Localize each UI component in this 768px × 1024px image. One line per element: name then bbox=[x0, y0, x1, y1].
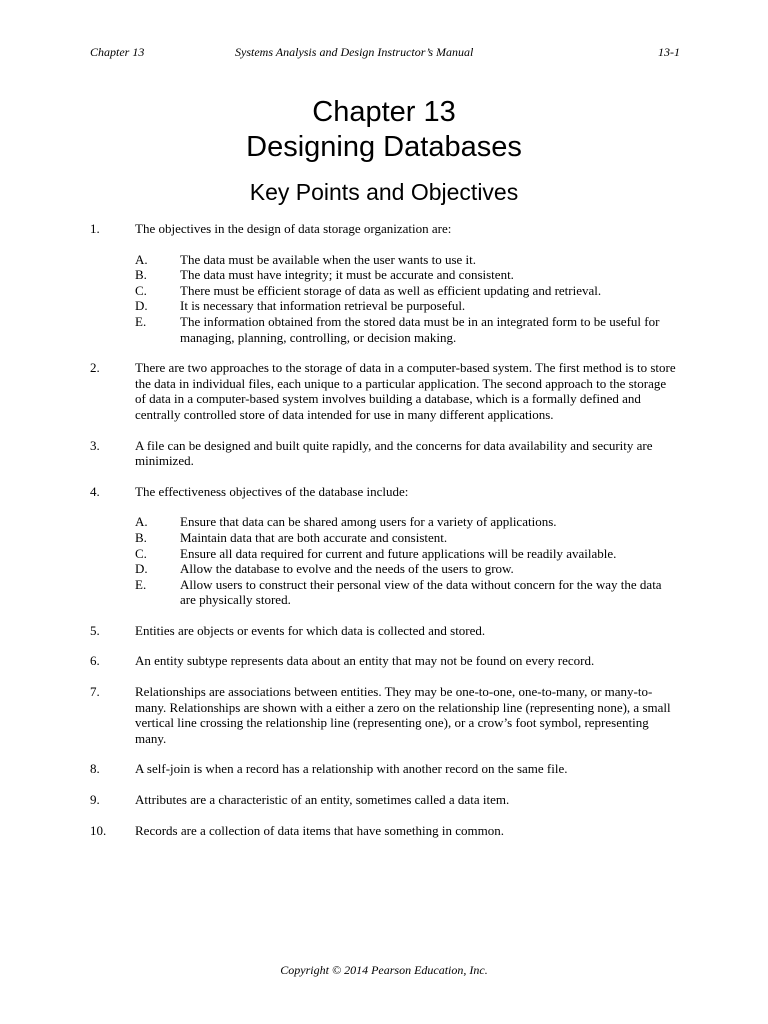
sub-item-text: Allow users to construct their personal view of the data without concern for the way the data are physically stored. bbox=[180, 576, 662, 608]
chapter-number: Chapter 13 bbox=[312, 96, 456, 128]
item-number: 2. bbox=[90, 360, 100, 376]
list-item bbox=[90, 761, 680, 777]
sub-item bbox=[135, 283, 680, 299]
sub-item-text: Ensure that data can be shared among users for a variety of applications. bbox=[180, 514, 557, 530]
sub-item-text: There must be efficient storage of data as well as efficient updating and retrieval. bbox=[180, 282, 602, 298]
item-text: There are two approaches to the storage of data in a computer-based system. The first method is to store the data in individual files, each unique to a particular application. The second approach to the storage of data in a computer-based system involves building a database, which is a formally defined and centrally controlled store of data intended for use in many different applications. bbox=[135, 360, 676, 422]
sub-item-letter: D. bbox=[135, 298, 148, 314]
item-number: 10. bbox=[90, 822, 107, 838]
item-number: 9. bbox=[90, 792, 100, 808]
item-text: Attributes are a characteristic of an entity, sometimes called a data item. bbox=[135, 792, 510, 808]
sub-item bbox=[135, 546, 680, 562]
sub-item-letter: E. bbox=[135, 313, 147, 329]
page-header bbox=[90, 45, 680, 61]
sub-item-letter: D. bbox=[135, 561, 148, 577]
sub-list bbox=[135, 514, 680, 608]
list-item bbox=[90, 653, 680, 669]
header-chapter: Chapter 13 bbox=[90, 45, 145, 59]
item-text: An entity subtype represents data about an entity that may not be found on every record. bbox=[135, 653, 595, 669]
item-number: 3. bbox=[90, 437, 100, 453]
sub-item-text: Maintain data that are both accurate and consistent. bbox=[180, 529, 448, 545]
sub-item-letter: E. bbox=[135, 576, 147, 592]
item-number: 4. bbox=[90, 483, 100, 499]
sub-item-letter: B. bbox=[135, 529, 147, 545]
item-text: The effectiveness objectives of the database include: bbox=[135, 483, 409, 499]
section-heading: Key Points and Objectives bbox=[249, 179, 519, 205]
item-text: Entities are objects or events for which data is collected and stored. bbox=[135, 622, 486, 638]
item-number: 7. bbox=[90, 684, 100, 700]
sub-item-text: The data must have integrity; it must be accurate and consistent. bbox=[180, 267, 514, 283]
list-item bbox=[90, 792, 680, 808]
list-item bbox=[90, 438, 680, 469]
header-page-number: 13-1 bbox=[658, 45, 680, 59]
sub-item bbox=[135, 267, 680, 283]
sub-item-letter: A. bbox=[135, 251, 148, 267]
list-item bbox=[90, 360, 680, 422]
sub-item bbox=[135, 252, 680, 268]
item-text: A file can be designed and built quite rapidly, and the concerns for data availability and security are minimized. bbox=[135, 437, 653, 469]
sub-item-letter: B. bbox=[135, 267, 147, 283]
item-text: Records are a collection of data items that have something in common. bbox=[135, 822, 504, 838]
chapter-name: Designing Databases bbox=[246, 131, 522, 163]
sub-item-letter: C. bbox=[135, 282, 147, 298]
sub-item-text: The data must be available when the user wants to use it. bbox=[180, 251, 477, 267]
sub-item bbox=[135, 314, 680, 345]
sub-item bbox=[135, 577, 680, 608]
item-text: Relationships are associations between entities. They may be one-to-one, one-to-many, or many-to-many. Relationships are shown with a either a zero on the relationship line (representing none), a small vertical line crossing the relationship line (representing one), or a crow’s foot symbol, representing many. bbox=[135, 684, 671, 746]
item-text: A self-join is when a record has a relationship with another record on the same file. bbox=[135, 761, 568, 777]
key-points-list bbox=[90, 221, 680, 853]
sub-item-letter: A. bbox=[135, 514, 148, 530]
item-number: 8. bbox=[90, 761, 100, 777]
item-number: 1. bbox=[90, 221, 100, 236]
item-text: The objectives in the design of data storage organization are: bbox=[135, 221, 452, 236]
list-item bbox=[90, 484, 680, 608]
sub-item bbox=[135, 514, 680, 530]
sub-item-text: Ensure all data required for current and future applications will be readily available. bbox=[180, 545, 617, 561]
header-book-title: Systems Analysis and Design Instructor’s Manual bbox=[235, 45, 474, 59]
chapter-title bbox=[0, 95, 768, 165]
sub-item bbox=[135, 561, 680, 577]
sub-item-text: Allow the database to evolve and the needs of the users to grow. bbox=[180, 561, 514, 577]
item-number: 6. bbox=[90, 653, 100, 669]
list-item bbox=[90, 623, 680, 639]
copyright-footer: Copyright © 2014 Pearson Education, Inc. bbox=[280, 963, 488, 977]
item-number: 5. bbox=[90, 622, 100, 638]
list-item bbox=[90, 684, 680, 746]
list-item bbox=[90, 823, 680, 839]
list-item bbox=[90, 221, 680, 345]
sub-list bbox=[135, 252, 680, 346]
sub-item-letter: C. bbox=[135, 545, 147, 561]
sub-item-text: It is necessary that information retrieval be purposeful. bbox=[180, 298, 466, 314]
sub-item-text: The information obtained from the stored data must be in an integrated form to be useful for managing, planning, controlling, or decision making. bbox=[180, 313, 660, 345]
sub-item bbox=[135, 298, 680, 314]
sub-item bbox=[135, 530, 680, 546]
